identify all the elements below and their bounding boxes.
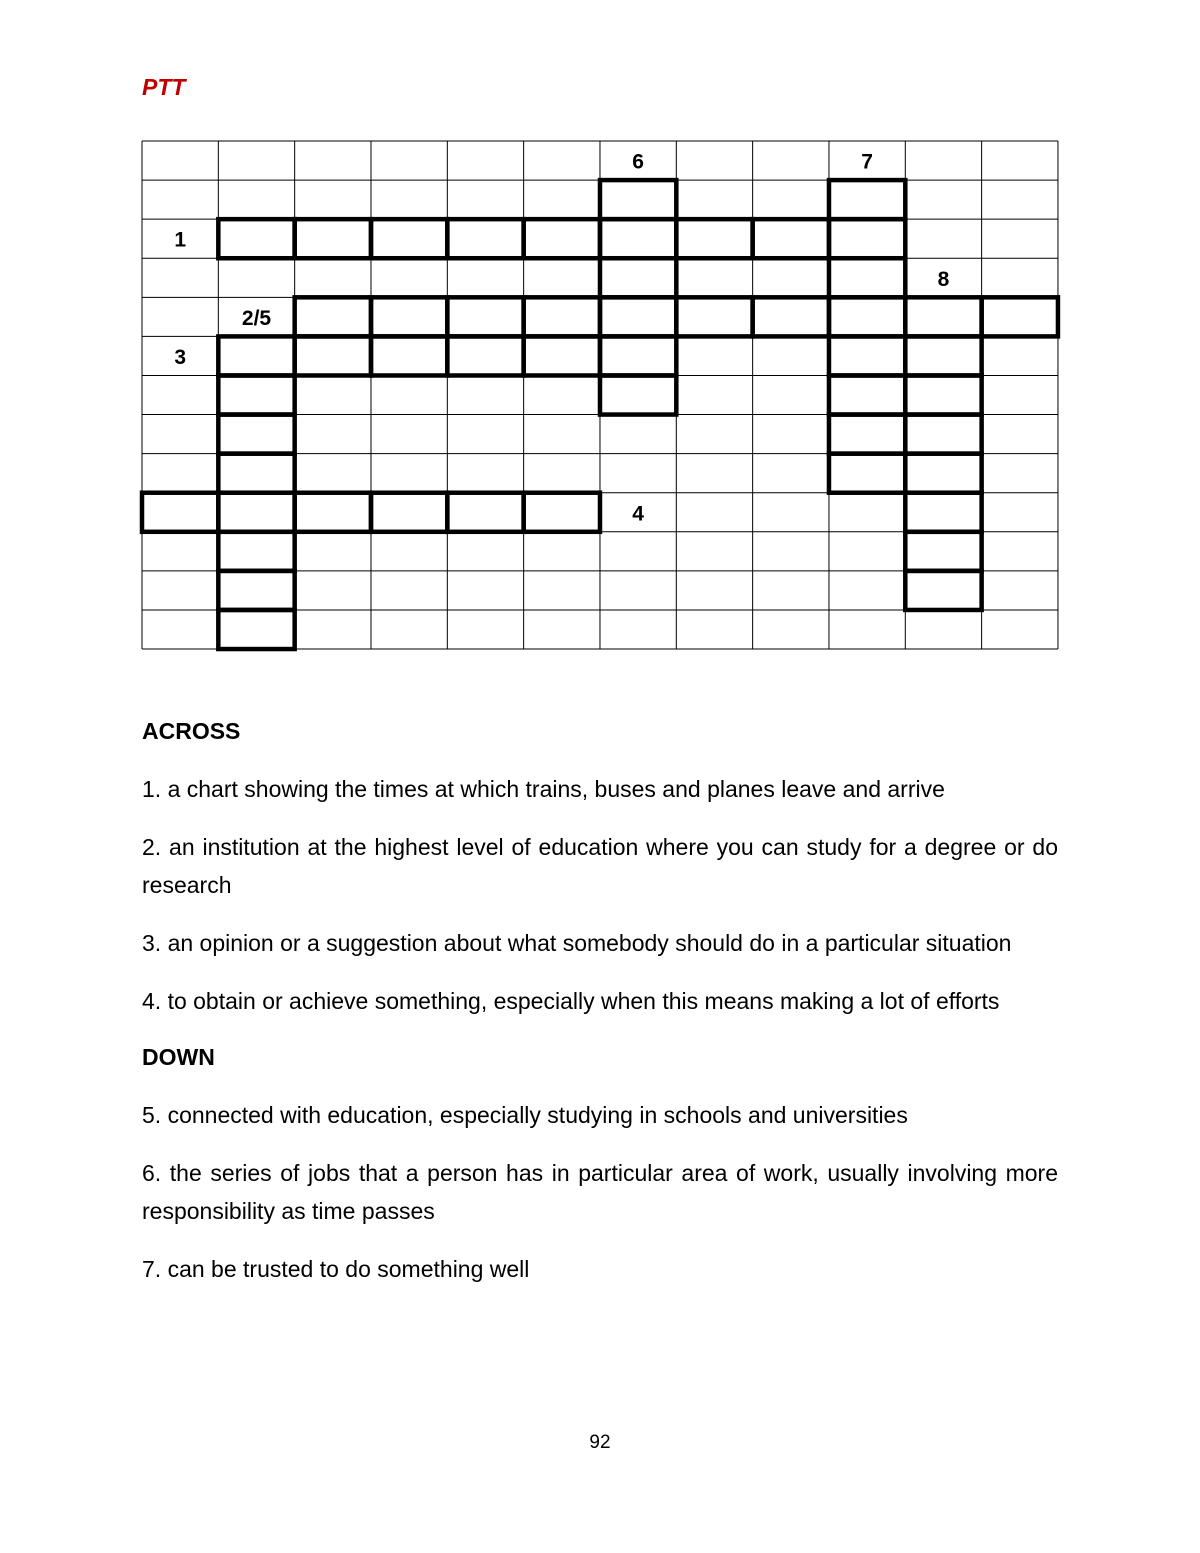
answer-cell[interactable]	[829, 415, 905, 454]
answer-cell[interactable]	[524, 336, 600, 375]
across-clue-3: 3. an opinion or a suggestion about what somebody should do in a particular situation	[142, 930, 1012, 956]
answer-cell[interactable]	[447, 297, 523, 336]
answer-cell[interactable]	[829, 375, 905, 414]
down-clue-5: 5. connected with education, especially studying in schools and universities	[142, 1102, 908, 1128]
across-clue-4: 4. to obtain or achieve something, especially when this means making a lot of efforts	[142, 988, 1000, 1014]
clue-number-label: 6	[632, 150, 644, 174]
answer-cell[interactable]	[829, 180, 905, 219]
answer-cell[interactable]	[218, 571, 294, 610]
answer-cell[interactable]	[600, 219, 676, 258]
across-clue-1: 1. a chart showing the times at which trains, buses and planes leave and arrive	[142, 776, 945, 802]
answer-cell[interactable]	[524, 297, 600, 336]
down-heading: DOWN	[142, 1044, 215, 1070]
clues-section	[142, 716, 1058, 1288]
answer-cell[interactable]	[600, 180, 676, 219]
answer-cell[interactable]	[905, 415, 981, 454]
answer-cell[interactable]	[905, 532, 981, 571]
answer-cell[interactable]	[905, 336, 981, 375]
across-clue-2: 2. an institution at the highest level of education where you can study for a degree or do research	[142, 834, 1058, 898]
answer-cell[interactable]	[600, 336, 676, 375]
answer-cell[interactable]	[829, 219, 905, 258]
across-heading: ACROSS	[142, 718, 241, 744]
answer-cell[interactable]	[905, 493, 981, 532]
answer-cell[interactable]	[600, 258, 676, 297]
page-number: 92	[589, 1432, 611, 1453]
answer-cell[interactable]	[676, 219, 752, 258]
answer-cell[interactable]	[829, 258, 905, 297]
answer-cell[interactable]	[753, 297, 829, 336]
clue-number-label: 1	[174, 228, 187, 252]
answer-cell[interactable]	[905, 375, 981, 414]
answer-cell[interactable]	[676, 297, 752, 336]
answer-cell[interactable]	[218, 336, 294, 375]
clue-number-label: 2/5	[241, 306, 272, 330]
answer-cell[interactable]	[295, 219, 371, 258]
answer-cell[interactable]	[371, 493, 447, 532]
answer-cell[interactable]	[447, 219, 523, 258]
down-clue-7: 7. can be trusted to do something well	[142, 1256, 530, 1282]
clue-number-label: 7	[861, 150, 873, 174]
answer-cell[interactable]	[218, 610, 294, 649]
answer-cell[interactable]	[829, 454, 905, 493]
clue-number-label: 4	[632, 502, 644, 526]
answer-cell[interactable]	[295, 336, 371, 375]
answer-cell[interactable]	[982, 297, 1058, 336]
answer-cell[interactable]	[905, 571, 981, 610]
answer-cell[interactable]	[524, 219, 600, 258]
down-clue-6: 6. the series of jobs that a person has in particular area of work, usually involving more responsibility as time passes	[142, 1160, 1058, 1224]
answer-cell[interactable]	[600, 297, 676, 336]
clue-number-label: 3	[174, 345, 187, 369]
clue-number-label: 8	[937, 267, 950, 291]
answer-cell[interactable]	[905, 454, 981, 493]
answer-cell[interactable]	[524, 493, 600, 532]
answer-cell[interactable]	[447, 493, 523, 532]
answer-cell[interactable]	[218, 415, 294, 454]
header-tag: PTT	[142, 74, 186, 100]
answer-cell[interactable]	[829, 336, 905, 375]
answer-cell[interactable]	[218, 375, 294, 414]
answer-cell[interactable]	[829, 297, 905, 336]
answer-cell[interactable]	[295, 493, 371, 532]
answer-cell[interactable]	[753, 219, 829, 258]
answer-cell[interactable]	[218, 493, 294, 532]
answer-cell[interactable]	[295, 297, 371, 336]
answer-cell[interactable]	[371, 219, 447, 258]
answer-cell[interactable]	[218, 454, 294, 493]
answer-cell[interactable]	[447, 336, 523, 375]
answer-cell[interactable]	[371, 336, 447, 375]
answer-cell[interactable]	[218, 219, 294, 258]
answer-cell[interactable]	[600, 375, 676, 414]
answer-cell[interactable]	[371, 297, 447, 336]
crossword-grid	[0, 0, 1200, 680]
answer-cell[interactable]	[218, 532, 294, 571]
answer-cell[interactable]	[905, 297, 981, 336]
answer-cell[interactable]	[142, 493, 218, 532]
